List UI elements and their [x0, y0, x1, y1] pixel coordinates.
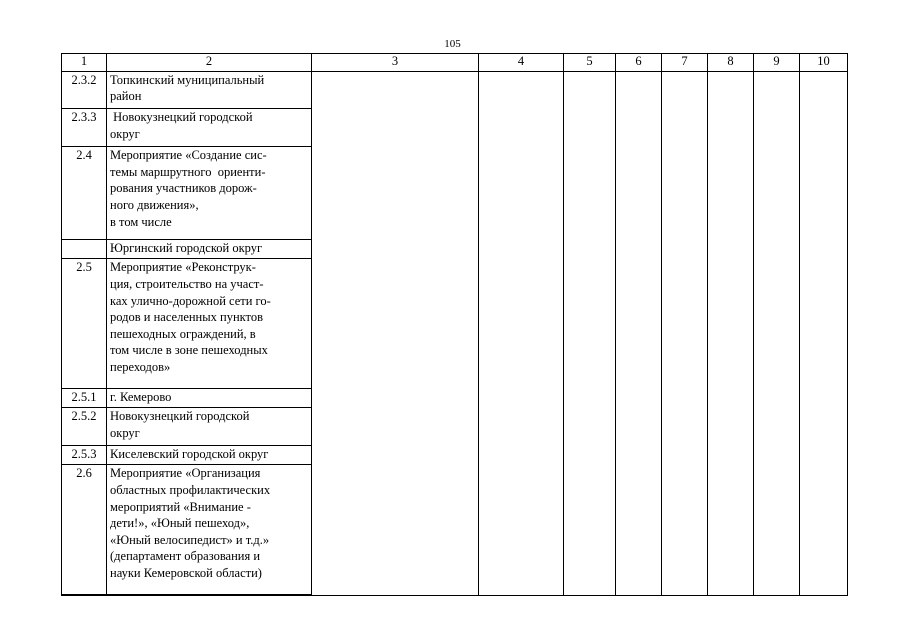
empty-cell — [479, 71, 564, 595]
measures-table — [61, 53, 848, 596]
description-line: в том числе — [110, 214, 172, 229]
description-line: том числе в зоне пешеходных — [110, 343, 268, 358]
column-header: 2 — [107, 54, 312, 72]
row-number: 2.4 — [62, 147, 107, 240]
row-description — [107, 388, 312, 407]
description-line: переходов» — [110, 359, 171, 374]
description-line: «Юный велосипедист» и т.д.» — [110, 532, 270, 547]
description-line: Новокузнецкий городской — [110, 409, 250, 424]
description-line: темы маршрутного ориенти- — [110, 164, 266, 179]
empty-cell — [662, 71, 708, 595]
description-line: (департамент образования и — [110, 549, 261, 564]
row-number: 2.3.3 — [62, 109, 107, 147]
column-header: 1 — [62, 54, 107, 72]
empty-cell — [62, 594, 107, 595]
description-line: Юргинский городской округ — [110, 240, 263, 255]
row-number: 2.5 — [62, 259, 107, 388]
column-header: 5 — [564, 54, 616, 72]
row-description — [107, 109, 312, 147]
description-line: Мероприятие «Создание сис- — [110, 148, 267, 163]
empty-cell — [754, 71, 800, 595]
column-header: 7 — [662, 54, 708, 72]
row-number: 2.5.3 — [62, 445, 107, 464]
empty-cell — [107, 594, 312, 595]
column-header: 4 — [479, 54, 564, 72]
row-description — [107, 445, 312, 464]
description-line: родов и населенных пунктов — [110, 310, 264, 325]
column-header: 6 — [616, 54, 662, 72]
description-line: науки Кемеровской области) — [110, 565, 262, 580]
row-number: 2.5.2 — [62, 408, 107, 446]
row-description — [107, 71, 312, 109]
empty-cell — [708, 71, 754, 595]
page-number: 105 — [444, 38, 461, 50]
row-description — [107, 239, 312, 258]
column-header: 8 — [708, 54, 754, 72]
table-row — [62, 71, 848, 109]
description-line: рования участников дорож- — [110, 181, 257, 196]
description-line: Мероприятие «Реконструк- — [110, 260, 256, 275]
description-line: ках улично-дорожной сети го- — [110, 293, 271, 308]
description-line: район — [110, 89, 142, 104]
description-line: г. Кемерово — [110, 389, 172, 404]
description-line: областных профилактических — [110, 483, 271, 497]
empty-cell — [800, 71, 848, 595]
description-line: ного движения», — [110, 197, 199, 212]
row-number — [62, 239, 107, 258]
description-line: Мероприятие «Организация — [110, 466, 261, 481]
row-description — [107, 147, 312, 240]
column-header: 3 — [312, 54, 479, 72]
description-line: пешеходных ограждений, в — [110, 326, 256, 341]
description-line: Новокузнецкий городской — [110, 110, 253, 125]
description-line: ция, строительство на участ- — [110, 276, 264, 291]
row-number: 2.6 — [62, 465, 107, 594]
header-row — [62, 54, 848, 72]
description-line: Топкинский муниципальный — [110, 72, 265, 87]
description-line: округ — [110, 127, 140, 142]
column-header: 9 — [754, 54, 800, 72]
description-line: мероприятий «Внимание - — [110, 499, 251, 514]
row-number: 2.3.2 — [62, 71, 107, 109]
column-header: 10 — [800, 54, 848, 72]
row-description — [107, 408, 312, 446]
empty-cell — [616, 71, 662, 595]
empty-cell — [312, 71, 479, 595]
empty-cell — [564, 71, 616, 595]
row-description — [107, 465, 312, 594]
description-line: округ — [110, 425, 140, 440]
row-number: 2.5.1 — [62, 388, 107, 407]
row-description — [107, 259, 312, 388]
description-line: Киселевский городской округ — [110, 446, 269, 461]
description-line: дети!», «Юный пешеход», — [110, 516, 250, 531]
